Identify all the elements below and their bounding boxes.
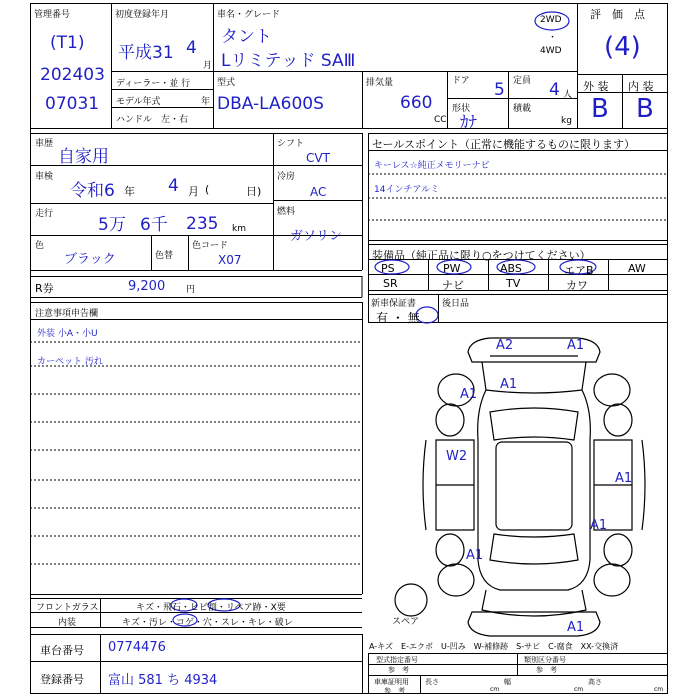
grade: Lリミテッド SAⅢ bbox=[221, 51, 356, 71]
displacement: 660 bbox=[400, 93, 433, 113]
equipment-ps: PS bbox=[381, 262, 395, 275]
equipment-aw: AW bbox=[628, 262, 646, 275]
equipment-pw: PW bbox=[443, 262, 461, 275]
drive-4wd: 4WD bbox=[540, 46, 562, 56]
damage-mark: W2 bbox=[446, 449, 468, 464]
rating: (4) bbox=[604, 32, 641, 62]
doors: 5 bbox=[494, 80, 505, 100]
interior-cond-label: 内装 bbox=[58, 618, 77, 628]
registration-value: 富山 581 ち 4934 bbox=[108, 673, 218, 688]
model-type-label: 型式 bbox=[217, 78, 236, 88]
interior-label: 内 装 bbox=[628, 80, 654, 93]
mileage-sen: 6千 bbox=[140, 215, 168, 235]
capacity: 4 bbox=[549, 80, 560, 100]
recycle-value: 9,200 bbox=[128, 279, 166, 294]
shift-label: シフト bbox=[277, 139, 305, 149]
equipment-sr: SR bbox=[383, 277, 398, 290]
first-reg-month: 4 bbox=[186, 38, 197, 58]
mgmt-no-line2: 07031 bbox=[45, 94, 100, 114]
inspection-month: 4 bbox=[168, 176, 179, 196]
inspection-year-unit: 年 bbox=[124, 185, 135, 198]
length-label: 長さ bbox=[425, 678, 439, 686]
damage-mark: A1 bbox=[567, 338, 585, 353]
capacity-unit: 人 bbox=[563, 90, 573, 100]
doors-label: ドア bbox=[452, 76, 470, 86]
dealer-label: ディーラー・並 行 bbox=[116, 79, 191, 89]
mileage-man: 5万 bbox=[98, 215, 126, 235]
year-unit: 年 bbox=[201, 97, 211, 107]
recycle-label: R券 bbox=[35, 282, 54, 295]
registration-label: 登録番号 bbox=[40, 673, 84, 686]
inspection-month-unit: 月 bbox=[188, 185, 199, 198]
note-item: カーペット 汚れ bbox=[37, 357, 103, 367]
note-item: 外装 小A・小U bbox=[37, 329, 98, 339]
cert-label: 車庫証明用 bbox=[374, 678, 409, 686]
front-glass-options: キズ・飛石・ヒビ割・リペア跡・X要 bbox=[136, 603, 286, 613]
equipment-tv: TV bbox=[506, 277, 521, 290]
spare-label: スペア bbox=[392, 617, 420, 627]
month-unit: 月 bbox=[203, 61, 213, 71]
shape: ｶﾅ bbox=[460, 113, 477, 133]
equipment-navi: ナビ bbox=[442, 279, 464, 292]
length-unit: cm bbox=[490, 686, 500, 693]
exterior-grade: B bbox=[591, 94, 609, 124]
ac-label: 冷房 bbox=[277, 172, 296, 182]
color-code: X07 bbox=[218, 253, 242, 267]
category-label: 類別区分番号 bbox=[524, 656, 566, 664]
damage-mark: A2 bbox=[496, 338, 514, 353]
designation-label: 型式指定番号 bbox=[376, 656, 418, 664]
car-diagram bbox=[395, 338, 645, 636]
mgmt-code: (T1) bbox=[50, 33, 85, 53]
front-glass-label: フロントガラス bbox=[36, 603, 99, 613]
kg-unit: kg bbox=[561, 116, 572, 126]
damage-mark: A1 bbox=[567, 620, 585, 635]
warranty-label: 新車保証書 bbox=[371, 299, 417, 309]
chassis-label: 車台番号 bbox=[40, 644, 84, 657]
yen-unit: 円 bbox=[186, 285, 196, 295]
mgmt-no-label: 管理番号 bbox=[34, 10, 71, 20]
model-type: DBA-LA600S bbox=[217, 94, 324, 114]
model-year-label: モデル年式 bbox=[116, 97, 161, 107]
notes-label: 注意事項申告欄 bbox=[35, 309, 99, 319]
damage-legend: A-キズ E-エクボ U-凹み W-補修跡 S-サビ C-腐食 XX-交換済 bbox=[369, 642, 619, 651]
capacity-label: 定員 bbox=[513, 76, 532, 86]
interior-grade: B bbox=[636, 94, 654, 124]
damage-mark: A1 bbox=[615, 471, 633, 486]
interior-cond-options: キズ・汚レ・コゲ・穴・スレ・キレ・破レ bbox=[122, 618, 293, 628]
fuel-value: ガソリン bbox=[290, 229, 343, 244]
inspection-label: 車検 bbox=[35, 172, 54, 182]
load-label: 積載 bbox=[513, 104, 532, 114]
mileage-label: 走行 bbox=[35, 209, 54, 219]
height-label: 高さ bbox=[588, 678, 602, 686]
km-unit: km bbox=[232, 224, 246, 234]
shape-label: 形状 bbox=[452, 104, 471, 114]
mgmt-no-line1: 202403 bbox=[40, 65, 105, 85]
shift-value: CVT bbox=[306, 151, 330, 165]
width-label: 幅 bbox=[504, 678, 511, 686]
sales-point-item: 14インチアルミ bbox=[374, 185, 440, 195]
handle-label: ハンドル 左・右 bbox=[116, 115, 189, 125]
equipment-label: 装備品（純正品に限り○をつけてください） bbox=[372, 249, 591, 262]
damage-mark: A1 bbox=[460, 387, 478, 402]
history-label: 車歴 bbox=[35, 139, 54, 149]
later-items-label: 後日品 bbox=[442, 299, 470, 309]
sales-points-label: セールスポイント（正常に機能するものに限ります） bbox=[372, 138, 636, 151]
cert-ref-label: 参 考 bbox=[384, 687, 405, 695]
inspection-era: 令和6 bbox=[70, 181, 115, 201]
chassis-value: 0774476 bbox=[108, 640, 166, 655]
car-name: タント bbox=[221, 27, 272, 47]
exterior-label: 外 装 bbox=[583, 80, 609, 93]
color-value: ブラック bbox=[64, 252, 116, 267]
damage-mark: A1 bbox=[590, 518, 608, 533]
equipment-abs: ABS bbox=[500, 262, 522, 275]
drive-2wd: 2WD bbox=[540, 15, 562, 25]
displacement-label: 排気量 bbox=[366, 78, 394, 88]
damage-mark: A1 bbox=[466, 548, 484, 563]
fuel-label: 燃料 bbox=[277, 207, 296, 217]
rating-label: 評 価 点 bbox=[590, 8, 645, 21]
sales-point-item: キーレス☆純正メモリーナビ bbox=[374, 161, 490, 171]
history-value: 自家用 bbox=[58, 147, 109, 167]
designation-ref-label: 参 考 bbox=[388, 666, 409, 674]
mileage-rest: 235 bbox=[186, 214, 219, 234]
drive-dot: ・ bbox=[548, 33, 558, 43]
width-unit: cm bbox=[574, 686, 584, 693]
color-change-label: 色替 bbox=[155, 251, 174, 261]
equipment-airbag: エアB bbox=[564, 264, 594, 277]
height-unit: cm bbox=[654, 686, 664, 693]
cc-unit: CC bbox=[434, 115, 447, 125]
first-reg-era: 平成31 bbox=[118, 43, 174, 63]
damage-mark: A1 bbox=[500, 377, 518, 392]
inspection-day-close: 日) bbox=[246, 185, 262, 198]
color-code-label: 色コード bbox=[192, 241, 229, 251]
category-ref-label: 参 考 bbox=[536, 666, 557, 674]
warranty-value: 有 ・ 無 bbox=[376, 311, 420, 325]
color-label: 色 bbox=[35, 241, 45, 251]
equipment-leather: カワ bbox=[566, 279, 588, 292]
name-grade-label: 車名・グレード bbox=[217, 10, 281, 20]
ac-value: AC bbox=[310, 185, 327, 199]
first-reg-label: 初度登録年月 bbox=[115, 10, 170, 20]
inspection-day-open: ( bbox=[205, 183, 210, 196]
